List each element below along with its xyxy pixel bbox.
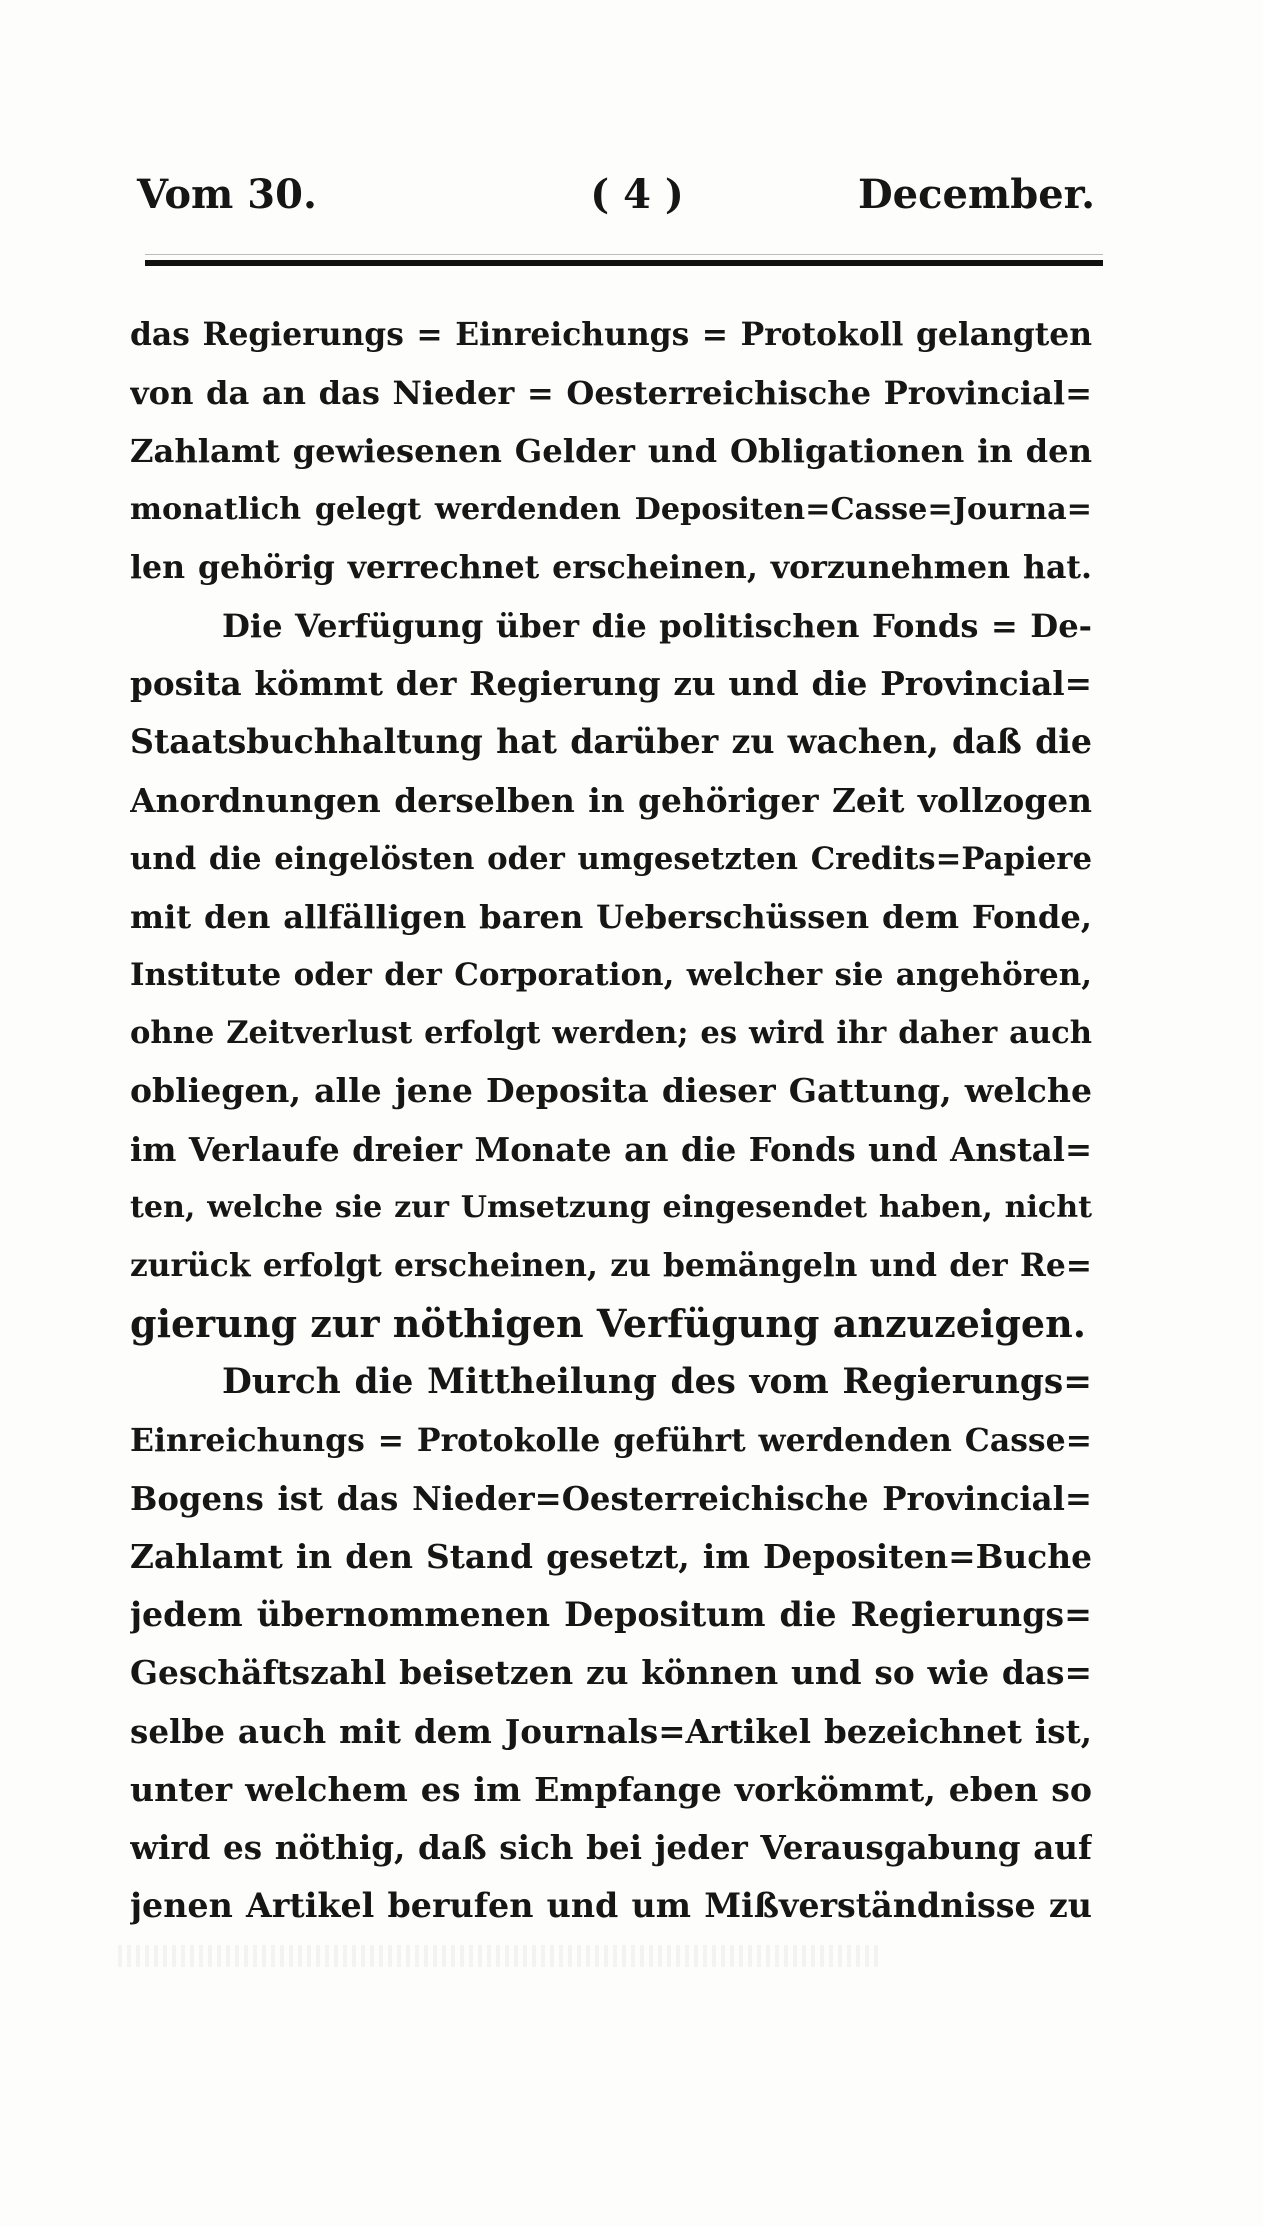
text-line: jenen Artikel berufen und um Mißverständnisse zu	[130, 1886, 1092, 1926]
running-head-month: December.	[857, 171, 1095, 218]
page-number: ( 4 )	[590, 171, 684, 218]
text-line: von da an das Nieder = Oesterreichische Provincial=	[130, 374, 1092, 413]
header-rule	[145, 260, 1103, 266]
text-line: das Regierungs = Einreichungs = Protokoll gelangten	[130, 317, 1092, 353]
text-line: Zahlamt in den Stand gesetzt, im Depositen=Buche	[130, 1536, 1092, 1576]
text-line: und die eingelösten oder umgesetzten Credits=Papiere	[130, 840, 1092, 877]
text-line: Anordnungen derselben in gehöriger Zeit vollzogen	[130, 780, 1092, 820]
text-line: mit den allfälligen baren Ueberschüssen dem Fonde,	[130, 897, 1092, 936]
text-line: gierung zur nöthigen Verfügung anzuzeigen.	[130, 1301, 1086, 1347]
text-line: Institute oder der Corporation, welcher sie angehören,	[130, 957, 1092, 994]
text-line: len gehörig verrechnet erscheinen, vorzunehmen hat.	[130, 548, 1092, 586]
text-line: wird es nöthig, daß sich bei jeder Verausgabung auf	[130, 1827, 1092, 1867]
header-rule-thin	[145, 254, 1103, 255]
text-line: monatlich gelegt werdenden Depositen=Casse=Journa=	[130, 491, 1092, 527]
running-head-date: Vom 30.	[137, 171, 317, 218]
text-line: Einreichungs = Protokolle geführt werdenden Casse=	[130, 1421, 1092, 1459]
text-line: Staatsbuchhaltung hat darüber zu wachen, daß die	[130, 722, 1092, 762]
text-line: Bogens ist das Nieder=Oesterreichische Provincial=	[130, 1479, 1092, 1518]
text-line: zurück erfolgt erscheinen, zu bemängeln und der Re=	[130, 1248, 1092, 1284]
text-line: Geschäftszahl beisetzen zu können und so wie das=	[130, 1653, 1092, 1693]
text-line: Die Verfügung über die politischen Fonds = De-	[222, 606, 1092, 645]
text-line: unter welchem es im Empfange vorkömmt, eben so	[130, 1769, 1092, 1809]
text-line: jedem übernommenen Depositum die Regierungs=	[130, 1595, 1092, 1635]
text-line: selbe auch mit dem Journals=Artikel bezeichnet ist,	[130, 1711, 1092, 1751]
text-line: Zahlamt gewiesenen Gelder und Obligationen in den	[130, 432, 1092, 471]
paragraph	[130, 1353, 1092, 1935]
text-line: ohne Zeitverlust erfolgt werden; es wird ihr daher auch	[130, 1015, 1092, 1052]
body-text	[130, 306, 1092, 1935]
text-line: obliegen, alle jene Deposita dieser Gattung, welche	[130, 1071, 1092, 1111]
text-line: im Verlaufe dreier Monate an die Fonds und Anstal=	[130, 1130, 1092, 1169]
text-line: ten, welche sie zur Umsetzung eingesendet haben, nicht	[130, 1189, 1092, 1225]
running-head	[137, 165, 1095, 225]
paragraph	[130, 306, 1092, 597]
paragraph	[130, 597, 1092, 1353]
bleed-through-mark	[118, 1945, 878, 1967]
text-line: posita kömmt der Regierung zu und die Provincial=	[130, 664, 1092, 704]
text-line: Durch die Mittheilung des vom Regierungs=	[222, 1362, 1092, 1403]
